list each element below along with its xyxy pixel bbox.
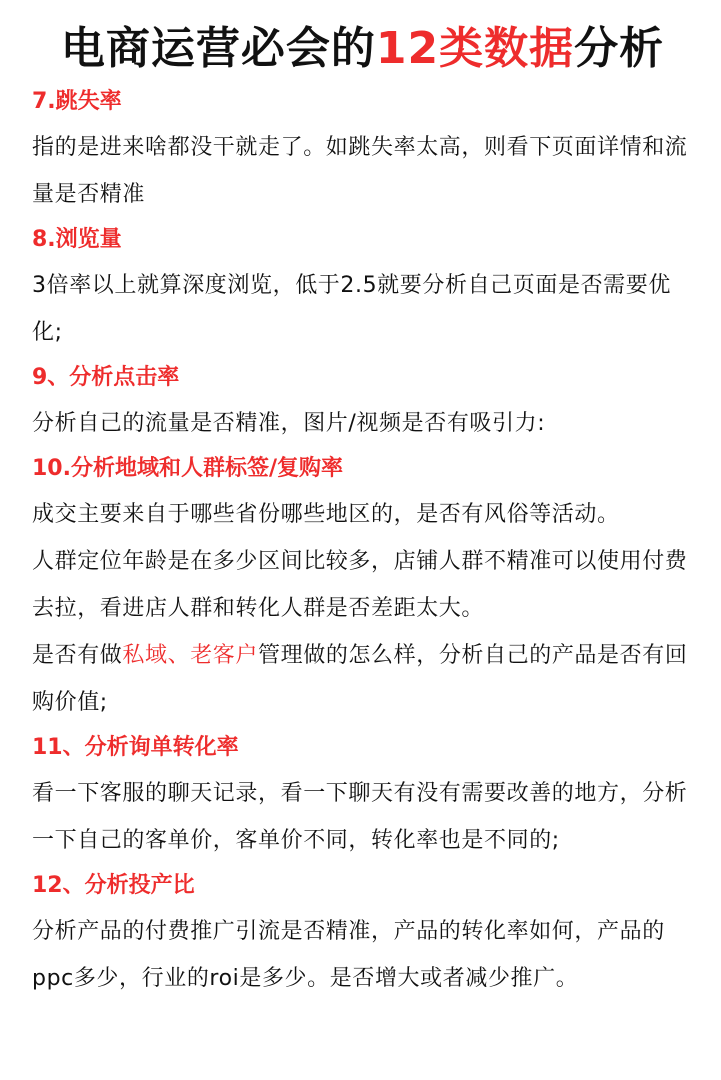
section-paragraph-mixed [32, 632, 693, 726]
section-heading: 12、分析投产比 [32, 873, 195, 898]
section-heading: 10.分析地域和人群标签/复购率 [32, 456, 344, 481]
section-paragraph: 成交主要来自于哪些省份哪些地区的，是否有风俗等活动。 [32, 502, 620, 527]
section-bounce-rate [32, 80, 693, 218]
section-roi [32, 864, 693, 1002]
mixed-text-after: 管理做的怎么样，分析自己的产品是否有回购价值; [32, 643, 688, 715]
title-highlight: 12类数据 [375, 23, 575, 74]
section-heading: 11、分析询单转化率 [32, 735, 239, 760]
page-title [32, 0, 693, 80]
section-paragraph: 指的是进来啥都没干就走了。如跳失率太高，则看下页面详情和流量是否精准 [32, 135, 688, 207]
title-prefix: 电商运营必会的 [60, 23, 376, 74]
mixed-text-before: 是否有做 [32, 643, 123, 668]
title-suffix: 分析 [574, 23, 665, 74]
section-inquiry-conversion [32, 726, 693, 864]
mixed-text-highlight: 私域、老客户 [122, 643, 259, 668]
section-heading: 7.跳失率 [32, 89, 122, 114]
section-heading: 8.浏览量 [32, 227, 122, 252]
section-paragraph: 分析产品的付费推广引流是否精准，产品的转化率如何，产品的ppc多少，行业的roi是多少。是否增大或者减少推广。 [32, 919, 665, 991]
section-click-rate [32, 356, 693, 447]
section-paragraph: 分析自己的流量是否精准，图片/视频是否有吸引力: [32, 411, 546, 436]
section-paragraph: 看一下客服的聊天记录，看一下聊天有没有需要改善的地方，分析一下自己的客单价，客单价不同，转化率也是不同的; [32, 781, 688, 853]
section-paragraph: 3倍率以上就算深度浏览，低于2.5就要分析自己页面是否需要优化; [32, 273, 671, 345]
section-region-audience [32, 447, 693, 726]
section-paragraph: 人群定位年龄是在多少区间比较多，店铺人群不精准可以使用付费去拉，看进店人群和转化人群是否差距太大。 [32, 549, 688, 621]
section-heading: 9、分析点击率 [32, 365, 180, 390]
section-page-views [32, 218, 693, 356]
